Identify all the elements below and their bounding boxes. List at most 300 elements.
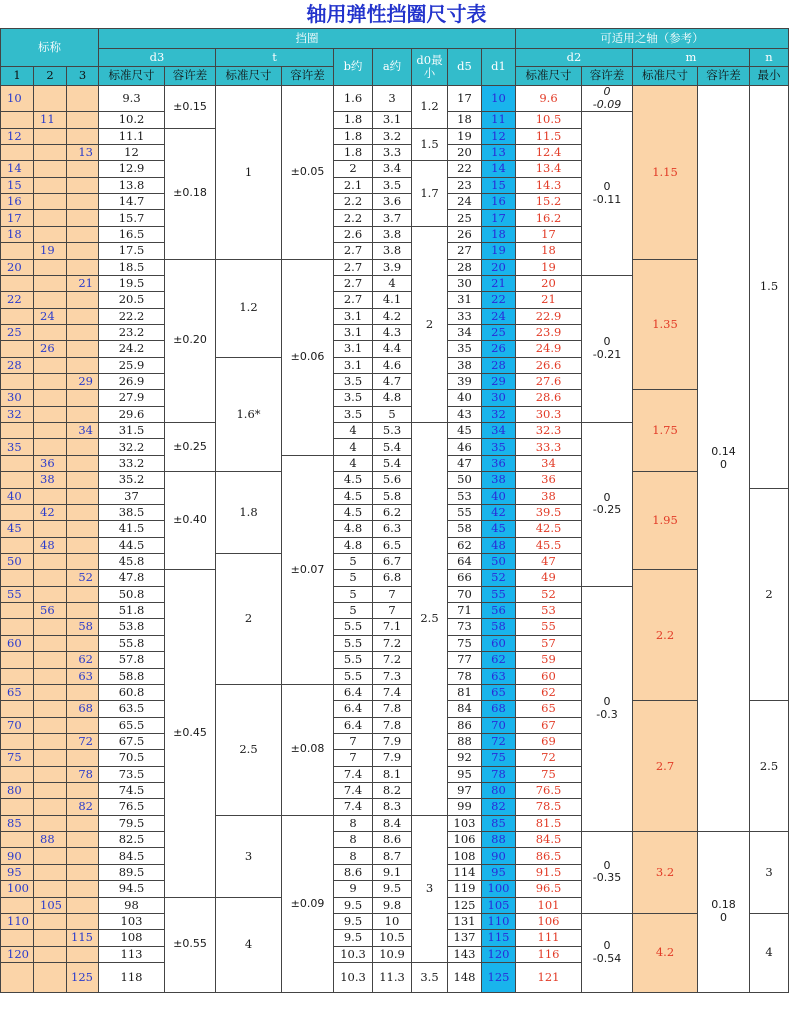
d5-value: 30 bbox=[448, 275, 482, 291]
nominal-series-1: 50 bbox=[1, 553, 34, 569]
d1-value: 35 bbox=[482, 439, 516, 455]
a-value: 6.8 bbox=[373, 570, 412, 586]
d2-standard: 91.5 bbox=[516, 864, 582, 880]
d5-value: 35 bbox=[448, 341, 482, 357]
a-value: 10 bbox=[373, 913, 412, 929]
nominal-series-1 bbox=[1, 832, 34, 848]
d1-value: 29 bbox=[482, 374, 516, 390]
a-value: 7.8 bbox=[373, 717, 412, 733]
t-standard: 1.6* bbox=[216, 357, 282, 472]
b-value: 2.7 bbox=[334, 259, 373, 275]
d5-value: 64 bbox=[448, 553, 482, 569]
nominal-series-2 bbox=[34, 275, 67, 291]
d2-standard: 9.6 bbox=[516, 86, 582, 112]
d2-standard: 121 bbox=[516, 962, 582, 992]
m-standard: 2.2 bbox=[633, 570, 698, 701]
b-value: 2.7 bbox=[334, 275, 373, 291]
d2-standard: 57 bbox=[516, 635, 582, 651]
nominal-series-1: 18 bbox=[1, 226, 34, 242]
header-t-tol: 容许差 bbox=[282, 67, 334, 86]
d5-value: 143 bbox=[448, 946, 482, 962]
nominal-series-2 bbox=[34, 390, 67, 406]
nominal-series-2: 11 bbox=[34, 112, 67, 128]
table-row bbox=[1, 913, 789, 929]
b-value: 1.8 bbox=[334, 128, 373, 144]
d5-value: 99 bbox=[448, 799, 482, 815]
b-value: 4.5 bbox=[334, 504, 373, 520]
nominal-series-3 bbox=[67, 308, 99, 324]
a-value: 11.3 bbox=[373, 962, 412, 992]
d2-standard: 23.9 bbox=[516, 324, 582, 340]
b-value: 3.5 bbox=[334, 406, 373, 422]
header-d2-std: 标准尺寸 bbox=[516, 67, 582, 86]
a-value: 8.4 bbox=[373, 815, 412, 831]
header-d5: d5 bbox=[448, 49, 482, 86]
nominal-series-2 bbox=[34, 684, 67, 700]
b-value: 10.3 bbox=[334, 946, 373, 962]
d1-value: 90 bbox=[482, 848, 516, 864]
nominal-series-2 bbox=[34, 913, 67, 929]
header-b: b约 bbox=[334, 49, 373, 86]
d3-standard: 11.1 bbox=[99, 128, 165, 144]
d2-standard: 26.6 bbox=[516, 357, 582, 373]
d1-value: 125 bbox=[482, 962, 516, 992]
a-value: 5.4 bbox=[373, 455, 412, 471]
d1-value: 62 bbox=[482, 652, 516, 668]
nominal-series-3 bbox=[67, 455, 99, 471]
header-d3: d3 bbox=[99, 49, 216, 67]
nominal-series-2 bbox=[34, 733, 67, 749]
t-tolerance: ±0.05 bbox=[282, 86, 334, 260]
d5-value: 47 bbox=[448, 455, 482, 471]
d3-standard: 79.5 bbox=[99, 815, 165, 831]
nominal-series-3 bbox=[67, 292, 99, 308]
d1-value: 52 bbox=[482, 570, 516, 586]
d0-min: 2.5 bbox=[412, 423, 448, 816]
nominal-series-1 bbox=[1, 668, 34, 684]
b-value: 9 bbox=[334, 881, 373, 897]
b-value: 2.7 bbox=[334, 292, 373, 308]
d1-value: 13 bbox=[482, 145, 516, 161]
d5-value: 45 bbox=[448, 423, 482, 439]
d2-standard: 34 bbox=[516, 455, 582, 471]
nominal-series-2 bbox=[34, 439, 67, 455]
a-value: 7 bbox=[373, 586, 412, 602]
d5-value: 33 bbox=[448, 308, 482, 324]
d3-tolerance: ±0.18 bbox=[165, 128, 216, 259]
m-standard: 1.75 bbox=[633, 390, 698, 472]
table-row bbox=[1, 390, 789, 406]
b-value: 8.6 bbox=[334, 864, 373, 880]
b-value: 9.5 bbox=[334, 913, 373, 929]
nominal-series-2 bbox=[34, 423, 67, 439]
nominal-series-1: 65 bbox=[1, 684, 34, 700]
nominal-series-1 bbox=[1, 701, 34, 717]
d3-standard: 25.9 bbox=[99, 357, 165, 373]
d1-value: 100 bbox=[482, 881, 516, 897]
header-t-std: 标准尺寸 bbox=[216, 67, 282, 86]
d5-value: 22 bbox=[448, 161, 482, 177]
nominal-series-3 bbox=[67, 128, 99, 144]
nominal-series-1 bbox=[1, 570, 34, 586]
n-min: 2.5 bbox=[750, 701, 789, 832]
nominal-series-2 bbox=[34, 553, 67, 569]
nominal-series-3: 63 bbox=[67, 668, 99, 684]
b-value: 2.1 bbox=[334, 177, 373, 193]
nominal-series-2 bbox=[34, 161, 67, 177]
nominal-series-2: 88 bbox=[34, 832, 67, 848]
d2-standard: 16.2 bbox=[516, 210, 582, 226]
nominal-series-3 bbox=[67, 259, 99, 275]
nominal-series-1 bbox=[1, 652, 34, 668]
m-tolerance: 0.14 0 bbox=[698, 86, 750, 832]
nominal-series-3 bbox=[67, 243, 99, 259]
d2-standard: 96.5 bbox=[516, 881, 582, 897]
nominal-series-1: 10 bbox=[1, 86, 34, 112]
m-standard: 1.35 bbox=[633, 259, 698, 390]
b-value: 4.5 bbox=[334, 472, 373, 488]
header-d0: d0最小 bbox=[412, 49, 448, 86]
d2-standard: 21 bbox=[516, 292, 582, 308]
a-value: 6.7 bbox=[373, 553, 412, 569]
d3-standard: 37 bbox=[99, 488, 165, 504]
d3-standard: 14.7 bbox=[99, 194, 165, 210]
d3-standard: 32.2 bbox=[99, 439, 165, 455]
d3-standard: 13.8 bbox=[99, 177, 165, 193]
d5-value: 75 bbox=[448, 635, 482, 651]
d5-value: 88 bbox=[448, 733, 482, 749]
nominal-series-3: 21 bbox=[67, 275, 99, 291]
d3-standard: 70.5 bbox=[99, 750, 165, 766]
a-value: 4.7 bbox=[373, 374, 412, 390]
b-value: 6.4 bbox=[334, 684, 373, 700]
b-value: 2.7 bbox=[334, 243, 373, 259]
a-value: 7.2 bbox=[373, 652, 412, 668]
d5-value: 25 bbox=[448, 210, 482, 226]
a-value: 4.8 bbox=[373, 390, 412, 406]
nominal-series-1: 110 bbox=[1, 913, 34, 929]
d1-value: 65 bbox=[482, 684, 516, 700]
nominal-series-3: 115 bbox=[67, 930, 99, 946]
b-value: 10.3 bbox=[334, 962, 373, 992]
a-value: 8.6 bbox=[373, 832, 412, 848]
m-standard: 2.7 bbox=[633, 701, 698, 832]
t-tolerance: ±0.08 bbox=[282, 684, 334, 815]
nominal-series-1: 95 bbox=[1, 864, 34, 880]
d3-standard: 20.5 bbox=[99, 292, 165, 308]
nominal-series-2 bbox=[34, 194, 67, 210]
d5-value: 26 bbox=[448, 226, 482, 242]
nominal-series-2 bbox=[34, 652, 67, 668]
d3-standard: 73.5 bbox=[99, 766, 165, 782]
t-standard: 1.2 bbox=[216, 259, 282, 357]
b-value: 7 bbox=[334, 733, 373, 749]
d3-standard: 23.2 bbox=[99, 324, 165, 340]
b-value: 4 bbox=[334, 455, 373, 471]
d1-value: 50 bbox=[482, 553, 516, 569]
nominal-series-2 bbox=[34, 881, 67, 897]
nominal-series-3 bbox=[67, 783, 99, 799]
t-standard: 3 bbox=[216, 815, 282, 897]
a-value: 10.5 bbox=[373, 930, 412, 946]
a-value: 8.7 bbox=[373, 848, 412, 864]
d1-value: 21 bbox=[482, 275, 516, 291]
d5-value: 114 bbox=[448, 864, 482, 880]
nominal-series-1 bbox=[1, 504, 34, 520]
a-value: 5.8 bbox=[373, 488, 412, 504]
d3-standard: 50.8 bbox=[99, 586, 165, 602]
d2-tolerance: 0 -0.25 bbox=[582, 423, 633, 587]
d5-value: 106 bbox=[448, 832, 482, 848]
d5-value: 50 bbox=[448, 472, 482, 488]
nominal-series-2 bbox=[34, 210, 67, 226]
header-d3-tol: 容许差 bbox=[165, 67, 216, 86]
d0-min: 1.7 bbox=[412, 161, 448, 226]
nominal-series-3 bbox=[67, 537, 99, 553]
d5-value: 137 bbox=[448, 930, 482, 946]
d3-tolerance: ±0.15 bbox=[165, 86, 216, 129]
b-value: 9.5 bbox=[334, 897, 373, 913]
d1-value: 36 bbox=[482, 455, 516, 471]
d2-standard: 20 bbox=[516, 275, 582, 291]
d3-standard: 19.5 bbox=[99, 275, 165, 291]
nominal-series-3 bbox=[67, 177, 99, 193]
d2-standard: 76.5 bbox=[516, 783, 582, 799]
a-value: 3.4 bbox=[373, 161, 412, 177]
t-tolerance: ±0.09 bbox=[282, 815, 334, 992]
d2-standard: 33.3 bbox=[516, 439, 582, 455]
b-value: 8 bbox=[334, 815, 373, 831]
nominal-series-2 bbox=[34, 570, 67, 586]
nominal-series-2: 38 bbox=[34, 472, 67, 488]
b-value: 4.8 bbox=[334, 537, 373, 553]
nominal-series-1: 90 bbox=[1, 848, 34, 864]
d5-value: 18 bbox=[448, 112, 482, 128]
d2-standard: 42.5 bbox=[516, 521, 582, 537]
d3-standard: 57.8 bbox=[99, 652, 165, 668]
nominal-series-3 bbox=[67, 864, 99, 880]
nominal-series-1: 75 bbox=[1, 750, 34, 766]
nominal-series-3 bbox=[67, 112, 99, 128]
a-value: 3.8 bbox=[373, 243, 412, 259]
nominal-series-2 bbox=[34, 488, 67, 504]
d3-standard: 44.5 bbox=[99, 537, 165, 553]
b-value: 5 bbox=[334, 603, 373, 619]
d5-value: 92 bbox=[448, 750, 482, 766]
d5-value: 58 bbox=[448, 521, 482, 537]
d3-standard: 84.5 bbox=[99, 848, 165, 864]
page-title: 轴用弹性挡圈尺寸表 bbox=[306, 2, 487, 26]
nominal-series-3: 72 bbox=[67, 733, 99, 749]
a-value: 4.3 bbox=[373, 324, 412, 340]
d1-value: 40 bbox=[482, 488, 516, 504]
a-value: 10.9 bbox=[373, 946, 412, 962]
d2-standard: 67 bbox=[516, 717, 582, 733]
d2-standard: 22.9 bbox=[516, 308, 582, 324]
d2-standard: 84.5 bbox=[516, 832, 582, 848]
d3-standard: 55.8 bbox=[99, 635, 165, 651]
d2-standard: 72 bbox=[516, 750, 582, 766]
nominal-series-3: 13 bbox=[67, 145, 99, 161]
d1-value: 14 bbox=[482, 161, 516, 177]
nominal-series-1: 35 bbox=[1, 439, 34, 455]
nominal-series-3 bbox=[67, 341, 99, 357]
header-n-min: 最小 bbox=[750, 67, 789, 86]
table-row bbox=[1, 86, 789, 112]
d2-standard: 28.6 bbox=[516, 390, 582, 406]
d3-standard: 94.5 bbox=[99, 881, 165, 897]
nominal-series-2 bbox=[34, 226, 67, 242]
d5-value: 40 bbox=[448, 390, 482, 406]
d3-standard: 15.7 bbox=[99, 210, 165, 226]
d1-value: 17 bbox=[482, 210, 516, 226]
table-row bbox=[1, 570, 789, 586]
nominal-series-3 bbox=[67, 357, 99, 373]
a-value: 4 bbox=[373, 275, 412, 291]
b-value: 6.4 bbox=[334, 701, 373, 717]
d1-value: 34 bbox=[482, 423, 516, 439]
nominal-series-3 bbox=[67, 553, 99, 569]
d1-value: 20 bbox=[482, 259, 516, 275]
d1-value: 110 bbox=[482, 913, 516, 929]
d3-tolerance: ±0.25 bbox=[165, 423, 216, 472]
n-min: 2 bbox=[750, 488, 789, 701]
b-value: 7.4 bbox=[334, 799, 373, 815]
d2-standard: 12.4 bbox=[516, 145, 582, 161]
d5-value: 77 bbox=[448, 652, 482, 668]
d2-standard: 13.4 bbox=[516, 161, 582, 177]
d2-standard: 60 bbox=[516, 668, 582, 684]
b-value: 4 bbox=[334, 423, 373, 439]
d0-min: 3 bbox=[412, 815, 448, 962]
d3-standard: 53.8 bbox=[99, 619, 165, 635]
b-value: 3.1 bbox=[334, 357, 373, 373]
nominal-series-2 bbox=[34, 357, 67, 373]
d1-value: 11 bbox=[482, 112, 516, 128]
nominal-series-2 bbox=[34, 521, 67, 537]
b-value: 3.1 bbox=[334, 308, 373, 324]
header-col-1: 1 bbox=[1, 67, 34, 86]
nominal-series-1 bbox=[1, 897, 34, 913]
d3-standard: 12.9 bbox=[99, 161, 165, 177]
d2-standard: 49 bbox=[516, 570, 582, 586]
header-n: n bbox=[750, 49, 789, 67]
a-value: 7.9 bbox=[373, 750, 412, 766]
d2-standard: 53 bbox=[516, 603, 582, 619]
b-value: 5.5 bbox=[334, 668, 373, 684]
d5-value: 39 bbox=[448, 374, 482, 390]
a-value: 4.4 bbox=[373, 341, 412, 357]
d2-standard: 59 bbox=[516, 652, 582, 668]
d2-standard: 15.2 bbox=[516, 194, 582, 210]
b-value: 4 bbox=[334, 439, 373, 455]
nominal-series-1: 22 bbox=[1, 292, 34, 308]
nominal-series-1 bbox=[1, 733, 34, 749]
a-value: 4.2 bbox=[373, 308, 412, 324]
header-d3-std: 标准尺寸 bbox=[99, 67, 165, 86]
nominal-series-1 bbox=[1, 455, 34, 471]
d2-standard: 86.5 bbox=[516, 848, 582, 864]
d5-value: 84 bbox=[448, 701, 482, 717]
nominal-series-2: 36 bbox=[34, 455, 67, 471]
nominal-series-2: 26 bbox=[34, 341, 67, 357]
nominal-series-3: 52 bbox=[67, 570, 99, 586]
nominal-series-3: 78 bbox=[67, 766, 99, 782]
nominal-series-3 bbox=[67, 881, 99, 897]
d2-standard: 18 bbox=[516, 243, 582, 259]
d5-value: 119 bbox=[448, 881, 482, 897]
d1-value: 10 bbox=[482, 86, 516, 112]
table-body bbox=[1, 86, 789, 993]
nominal-series-2 bbox=[34, 259, 67, 275]
d3-standard: 12 bbox=[99, 145, 165, 161]
nominal-series-2: 19 bbox=[34, 243, 67, 259]
d2-standard: 65 bbox=[516, 701, 582, 717]
d2-standard: 17 bbox=[516, 226, 582, 242]
m-tolerance: 0.18 0 bbox=[698, 832, 750, 993]
d1-value: 16 bbox=[482, 194, 516, 210]
d3-standard: 103 bbox=[99, 913, 165, 929]
header-a: a约 bbox=[373, 49, 412, 86]
d3-standard: 24.2 bbox=[99, 341, 165, 357]
header-shaft: 可适用之轴（参考） bbox=[516, 29, 789, 49]
b-value: 1.6 bbox=[334, 86, 373, 112]
nominal-series-3 bbox=[67, 194, 99, 210]
n-min: 1.5 bbox=[750, 86, 789, 489]
d3-standard: 51.8 bbox=[99, 603, 165, 619]
a-value: 8.2 bbox=[373, 783, 412, 799]
d3-standard: 33.2 bbox=[99, 455, 165, 471]
a-value: 3.3 bbox=[373, 145, 412, 161]
d1-value: 45 bbox=[482, 521, 516, 537]
d2-standard: 55 bbox=[516, 619, 582, 635]
a-value: 3.5 bbox=[373, 177, 412, 193]
d5-value: 125 bbox=[448, 897, 482, 913]
d2-tolerance: 0 -0.54 bbox=[582, 913, 633, 992]
d5-value: 53 bbox=[448, 488, 482, 504]
d1-value: 26 bbox=[482, 341, 516, 357]
b-value: 9.5 bbox=[334, 930, 373, 946]
nominal-series-3 bbox=[67, 586, 99, 602]
nominal-series-1 bbox=[1, 766, 34, 782]
a-value: 7.2 bbox=[373, 635, 412, 651]
nominal-series-2: 48 bbox=[34, 537, 67, 553]
nominal-series-2 bbox=[34, 145, 67, 161]
a-value: 3.7 bbox=[373, 210, 412, 226]
d0-min: 3.5 bbox=[412, 962, 448, 992]
nominal-series-1 bbox=[1, 603, 34, 619]
d3-tolerance: ±0.20 bbox=[165, 259, 216, 423]
d2-standard: 27.6 bbox=[516, 374, 582, 390]
nominal-series-3 bbox=[67, 635, 99, 651]
nominal-series-2 bbox=[34, 635, 67, 651]
nominal-series-3 bbox=[67, 324, 99, 340]
nominal-series-1 bbox=[1, 472, 34, 488]
nominal-series-2 bbox=[34, 668, 67, 684]
nominal-series-3 bbox=[67, 504, 99, 520]
b-value: 2.2 bbox=[334, 194, 373, 210]
a-value: 4.6 bbox=[373, 357, 412, 373]
d3-standard: 76.5 bbox=[99, 799, 165, 815]
nominal-series-2: 42 bbox=[34, 504, 67, 520]
nominal-series-1: 32 bbox=[1, 406, 34, 422]
t-standard: 2.5 bbox=[216, 684, 282, 815]
nominal-series-1 bbox=[1, 374, 34, 390]
nominal-series-1 bbox=[1, 308, 34, 324]
d3-standard: 45.8 bbox=[99, 553, 165, 569]
d1-value: 30 bbox=[482, 390, 516, 406]
d1-value: 88 bbox=[482, 832, 516, 848]
